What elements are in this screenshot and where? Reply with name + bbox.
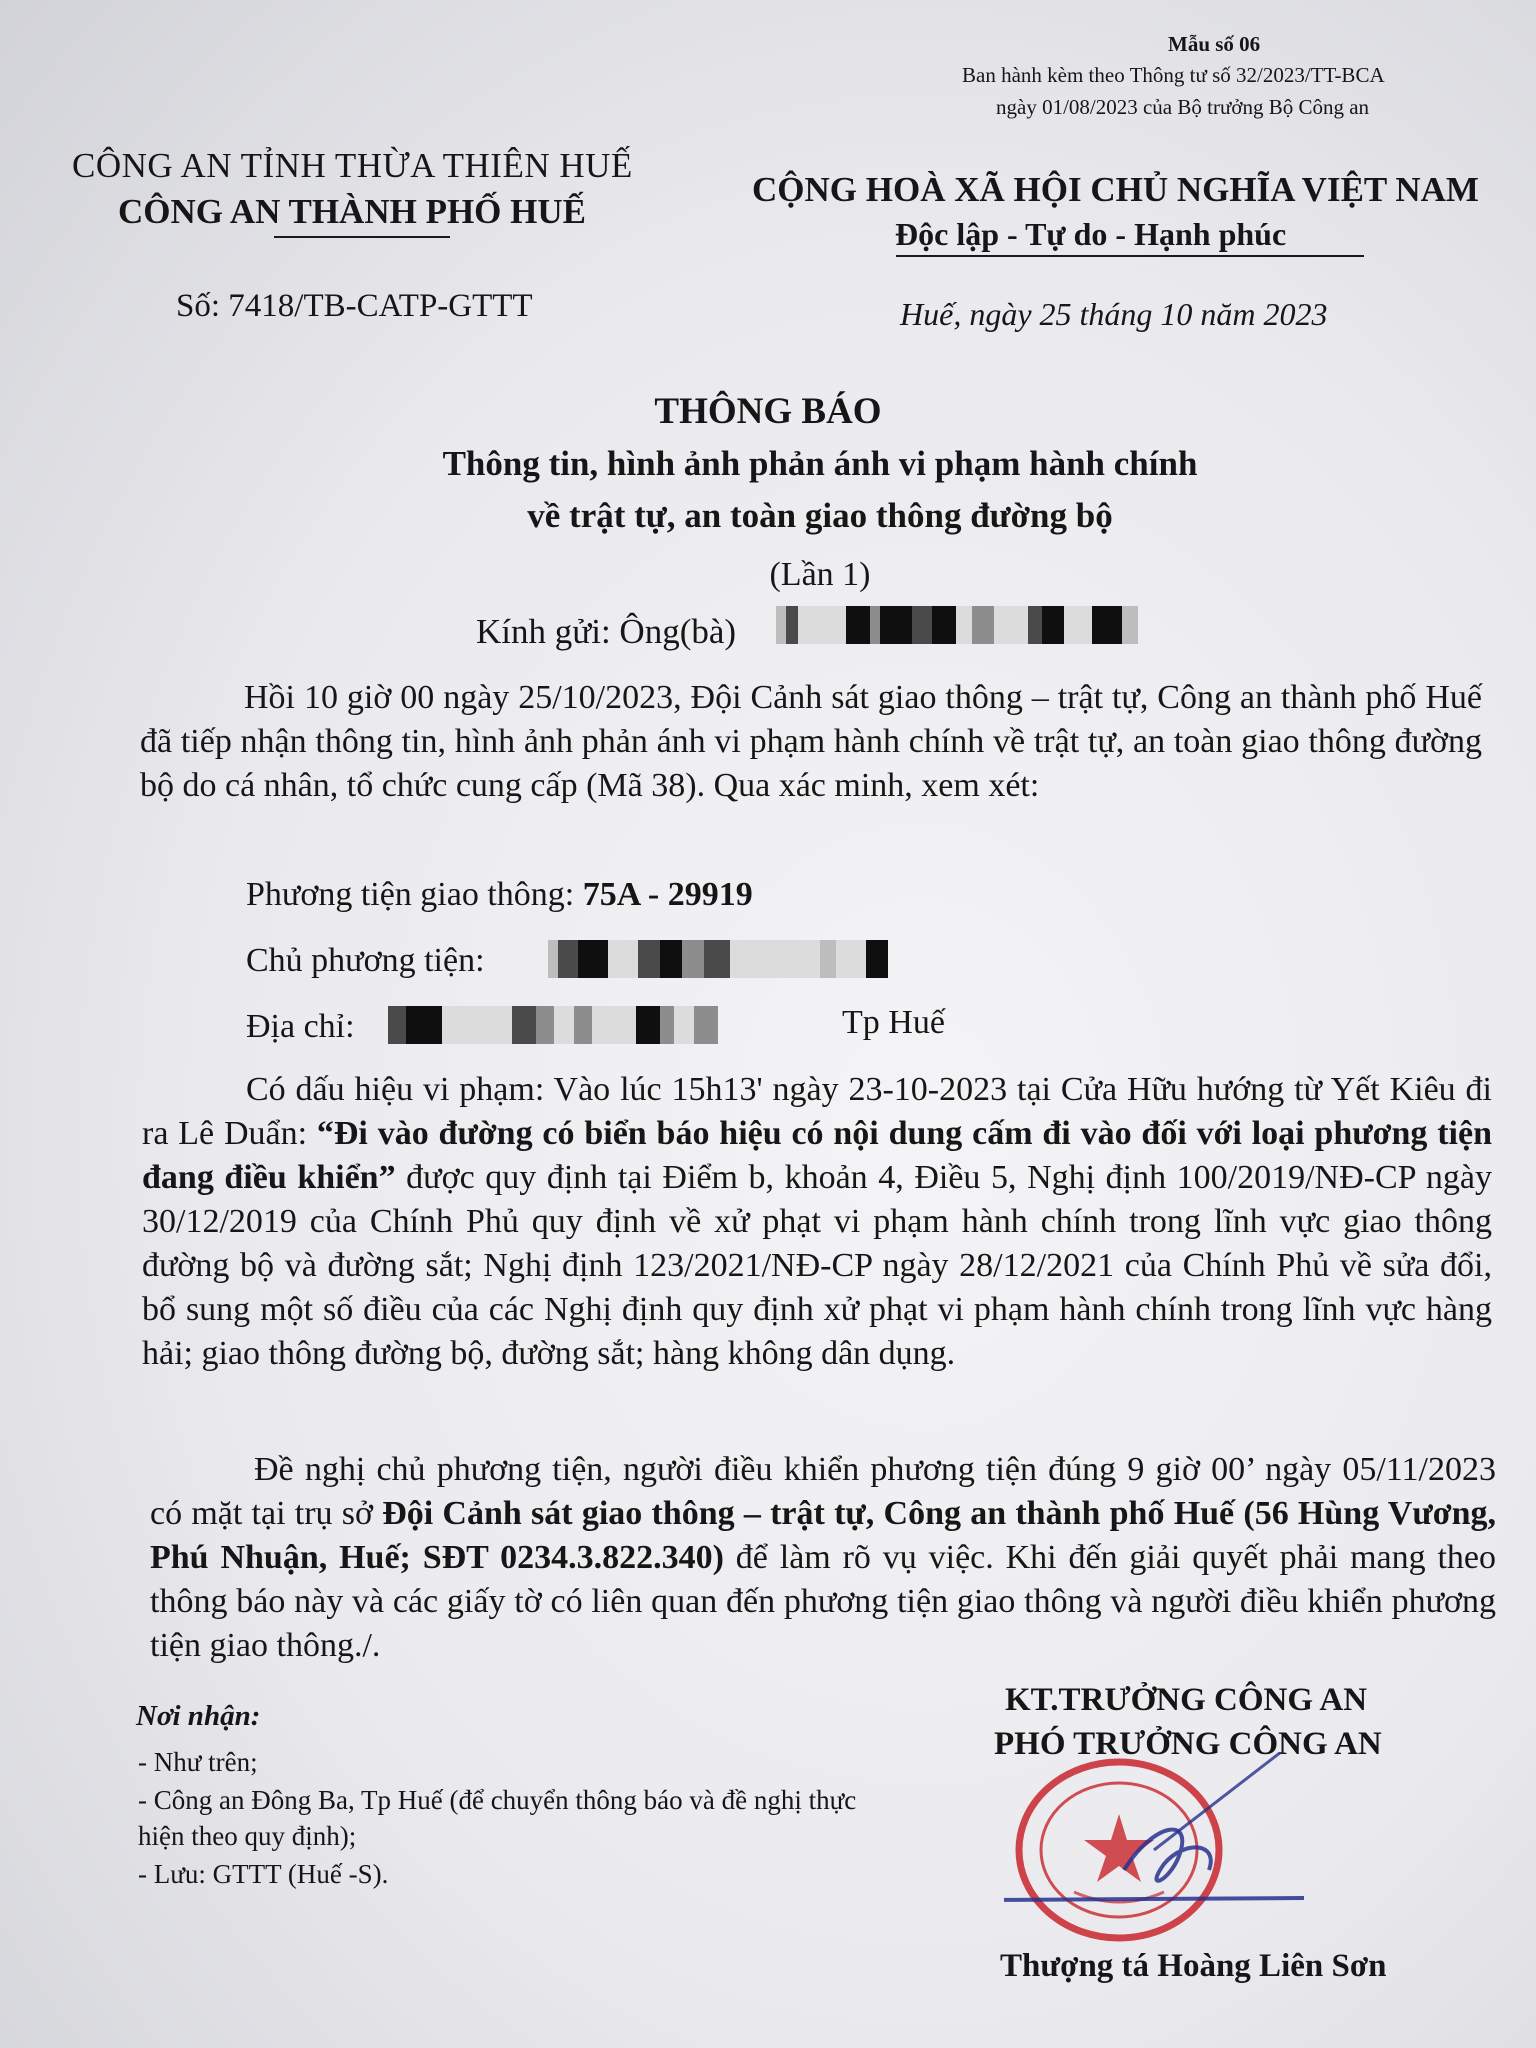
notice-attempt: (Lần 1) xyxy=(769,556,871,593)
address-city: Tp Huế xyxy=(842,1004,945,1041)
signature-title-line-1: KT.TRƯỞNG CÔNG AN xyxy=(1005,1682,1368,1718)
license-plate: 75A - 29919 xyxy=(582,876,753,913)
signer-name: Thượng tá Hoàng Liên Sơn xyxy=(1000,1948,1387,1984)
request-lead: Đề nghị chủ phương tiện, người điều khiển phương tiện đúng 9 giờ 00’ ngày 05/11/2023 có mặt tại trụ sở xyxy=(150,1451,1496,1532)
violation-legal-basis: được quy định tại Điểm b, khoản 4, Điều 5, Nghị định 100/2019/NĐ-CP ngày 30/12/2019 của Chính Phủ quy định về xử phạt vi phạm hành chính trong lĩnh vực giao thông đường bộ và đường sắt; Nghị định 123/2021/NĐ-CP ngày 28/12/2021 của Chính Phủ về sửa đổi, bổ sung một số điều của các Nghị định quy định xử phạt vi phạm hành chính trong lĩnh vực hàng hải; giao thông đường bộ, đường sắt; hàng không dân dụng. xyxy=(142,1159,1492,1372)
addressee-label: Kính gửi: Ông(bà) xyxy=(476,612,737,651)
motto-underline xyxy=(896,255,1364,257)
owner-redaction xyxy=(548,940,888,978)
document-number: Số: 7418/TB-CATP-GTTT xyxy=(176,288,533,324)
recipient-item: - Lưu: GTTT (Huế -S). xyxy=(138,1859,389,1889)
recipient-item: - Như trên; xyxy=(138,1747,258,1777)
agency-parent: CÔNG AN TỈNH THỪA THIÊN HUẾ xyxy=(72,146,633,185)
place-date: Huế, ngày 25 tháng 10 năm 2023 xyxy=(900,296,1328,332)
form-issuance-line-1: Ban hành kèm theo Thông tư số 32/2023/TT-BCA xyxy=(962,63,1385,87)
vehicle-row xyxy=(246,876,753,914)
agency-underline xyxy=(274,236,450,238)
request-rest: để làm rõ vụ việc. Khi đến giải quyết phải mang theo thông báo này và các giấy tờ có liên quan đến phương tiện giao thông và người điều khiển phương tiện giao thông./. xyxy=(150,1539,1496,1664)
form-issuance-line-2: ngày 01/08/2023 của Bộ trưởng Bộ Công an xyxy=(996,95,1370,119)
addressee-redaction xyxy=(776,606,1138,644)
address-redaction xyxy=(388,1006,718,1044)
violation-lead: Có dấu hiệu vi phạm: Vào lúc 15h13' ngày 23-10-2023 tại Cửa Hữu hướng từ Yết Kiêu đi ra Lê Duẩn: xyxy=(142,1071,1492,1152)
vehicle-label: Phương tiện giao thông: xyxy=(246,876,583,913)
recipients-heading: Nơi nhận: xyxy=(136,1700,261,1732)
request-paragraph xyxy=(150,1448,1496,1668)
official-seal xyxy=(1004,1752,1304,1942)
document-subtitle-line-2: về trật tự, an toàn giao thông đường bộ xyxy=(527,496,1113,535)
country-name: CỘNG HOÀ XÃ HỘI CHỦ NGHĨA VIỆT NAM xyxy=(752,170,1479,209)
signature-title-line-2: PHÓ TRƯỞNG CÔNG AN xyxy=(994,1726,1382,1762)
national-motto: Độc lập - Tự do - Hạnh phúc xyxy=(895,216,1287,252)
address-label: Địa chỉ: xyxy=(246,1008,355,1045)
intro-paragraph: Hồi 10 giờ 00 ngày 25/10/2023, Đội Cảnh sát giao thông – trật tự, Công an thành phố Huế đã tiếp nhận thông tin, hình ảnh phản ánh vi phạm hành chính về trật tự, an toàn giao thông đường bộ do cá nhân, tổ chức cung cấp (Mã 38). Qua xác minh, xem xét: xyxy=(140,679,1482,804)
recipient-item: - Công an Đông Ba, Tp Huế (để chuyển thông báo và đề nghị thực hiện theo quy định); xyxy=(138,1785,857,1851)
violation-quote: “Đi vào đường có biển báo hiệu có nội dung cấm đi vào đối với loại phương tiện đang điều khiển” xyxy=(142,1115,1492,1196)
owner-label: Chủ phương tiện: xyxy=(246,942,485,979)
agency-name: CÔNG AN THÀNH PHỐ HUẾ xyxy=(118,192,587,231)
document-title: THÔNG BÁO xyxy=(654,391,882,432)
request-office: Đội Cảnh sát giao thông – trật tự, Công an thành phố Huế (56 Hùng Vương, Phú Nhuận, Huế; SĐT 0234.3.822.340) xyxy=(150,1495,1496,1576)
document-subtitle-line-1: Thông tin, hình ảnh phản ánh vi phạm hành chính xyxy=(442,444,1198,483)
form-number: Mẫu số 06 xyxy=(1168,32,1261,56)
violation-paragraph xyxy=(142,1068,1492,1376)
